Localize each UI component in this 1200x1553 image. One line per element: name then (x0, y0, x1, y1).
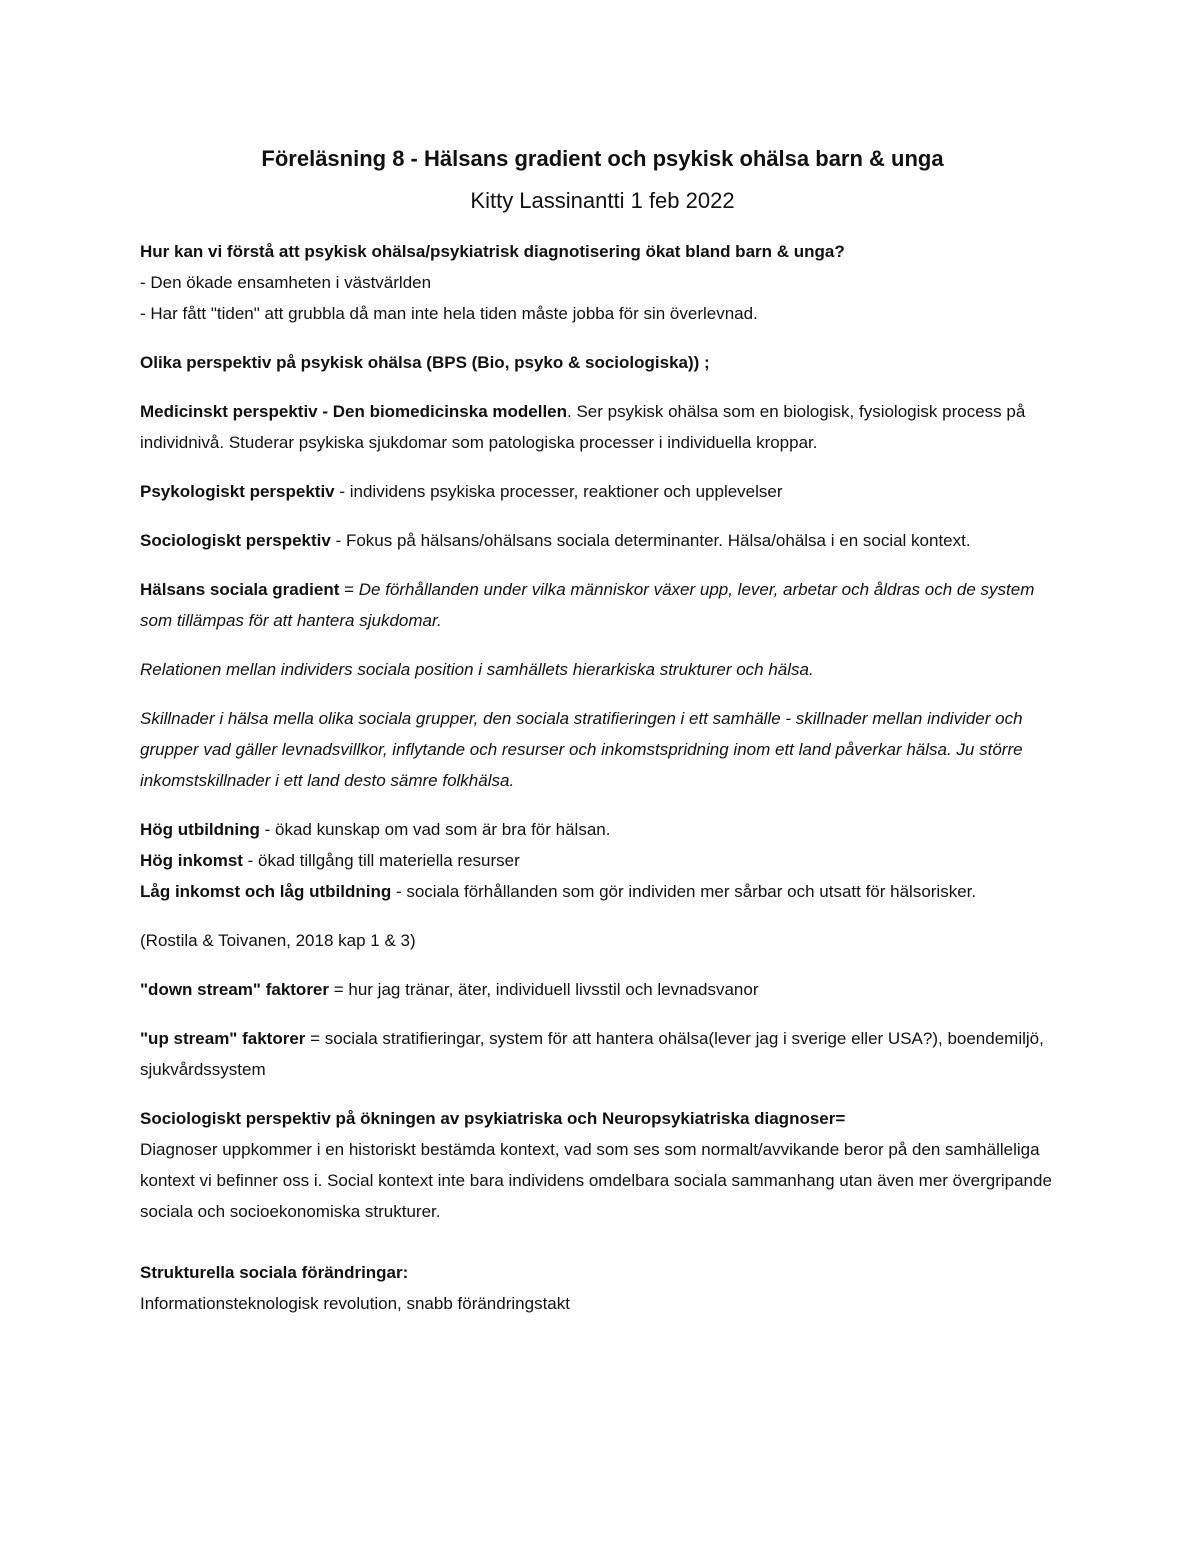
strukturella-label: Strukturella sociala förändringar: (140, 1263, 409, 1282)
psykologiskt-label: Psykologiskt perspektiv (140, 482, 335, 501)
gradient-label: Hälsans sociala gradient (140, 580, 340, 599)
hog-inkomst-label: Hög inkomst (140, 851, 243, 870)
skillnader-paragraph: Skillnader i hälsa mella olika sociala grupper, den sociala stratifieringen i ett samhälle - skillnader mellan individer och grupper vad gäller levnadsvillkor, inflytande och resurser och inkomstspridning inom ett land påverkar hälsa. Ju större inkomstskillnader i ett land desto sämre folkhälsa. (140, 709, 1023, 790)
medicinskt-text: . Ser psykisk ohälsa som en biologisk, fysiologisk process på individnivå. Studerar psykiska sjukdomar som patologiska processer i individuella kroppar. (140, 402, 1026, 452)
question-paragraph (140, 236, 1065, 329)
sociologiskt-label: Sociologiskt perspektiv (140, 531, 331, 550)
downstream-label: "down stream" faktorer (140, 980, 330, 999)
bullet-line: - Har fått "tiden" att grubbla då man inte hela tiden måste jobba för sin överlevnad. (140, 304, 758, 323)
gradient-definition: De förhållanden under vilka människor växer upp, lever, arbetar och åldras och de system som tillämpas för att hantera sjukdomar. (140, 580, 1035, 630)
document-subtitle: Kitty Lassinantti 1 feb 2022 (470, 188, 735, 213)
relationen-paragraph: Relationen mellan individers sociala position i samhällets hierarkiska strukturer och hälsa. (140, 660, 814, 679)
upstream-label: "up stream" faktorer (140, 1029, 306, 1048)
upstream-text: = sociala stratifieringar, system för att hantera ohälsa(lever jag i sverige eller USA?), boendemiljö, sjukvårdssystem (140, 1029, 1044, 1079)
strukturella-paragraph (140, 1257, 1065, 1319)
medicinskt-label: Medicinskt perspektiv - Den biomedicinska modellen (140, 402, 568, 421)
okningen-text: Diagnoser uppkommer i en historiskt bestämda kontext, vad som ses som normalt/avvikande beror på den samhälleliga kontext vi befinner oss i. Social kontext inte bara individens omdelbara sociala sammanhang utan även mer övergripande sociala och socioekonomiska strukturer. (140, 1140, 1052, 1221)
okningen-paragraph (140, 1103, 1065, 1227)
downstream-paragraph (140, 974, 1065, 1005)
lag-inkomst-text: - sociala förhållanden som gör individen mer sårbar och utsatt för hälsorisker. (391, 882, 977, 901)
bullet-line: - Den ökade ensamheten i västvärlden (140, 273, 432, 292)
perspektiv-heading (140, 347, 1065, 378)
question-heading: Hur kan vi förstå att psykisk ohälsa/psykiatrisk diagnotisering ökat bland barn & unga? (140, 242, 845, 261)
hog-utbildning-label: Hög utbildning (140, 820, 260, 839)
strukturella-text: Informationsteknologisk revolution, snabb förändringstakt (140, 1294, 570, 1313)
gradient-equals: = (339, 580, 359, 599)
sociologiskt-paragraph (140, 525, 1065, 556)
okningen-label: Sociologiskt perspektiv på ökningen av psykiatriska och Neuropsykiatriska diagnoser= (140, 1109, 846, 1128)
utbildning-paragraph (140, 814, 1065, 907)
psykologiskt-text: - individens psykiska processer, reaktioner och upplevelser (334, 482, 783, 501)
document-title: Föreläsning 8 - Hälsans gradient och psykisk ohälsa barn & unga (261, 146, 944, 171)
gradient-paragraph (140, 574, 1065, 636)
downstream-text: = hur jag tränar, äter, individuell livsstil och levnadsvanor (329, 980, 759, 999)
upstream-paragraph (140, 1023, 1065, 1085)
hog-utbildning-text: - ökad kunskap om vad som är bra för hälsan. (259, 820, 611, 839)
perspektiv-heading-text: Olika perspektiv på psykisk ohälsa (BPS (Bio, psyko & sociologiska)) ; (140, 353, 710, 372)
psykologiskt-paragraph (140, 476, 1065, 507)
document-page (140, 140, 1065, 1337)
reference-paragraph: (Rostila & Toivanen, 2018 kap 1 & 3) (140, 931, 416, 950)
sociologiskt-text: - Fokus på hälsans/ohälsans sociala determinanter. Hälsa/ohälsa i en social kontext. (330, 531, 971, 550)
medicinskt-paragraph (140, 396, 1065, 458)
lag-inkomst-label: Låg inkomst och låg utbildning (140, 882, 392, 901)
hog-inkomst-text: - ökad tillgång till materiella resurser (242, 851, 520, 870)
